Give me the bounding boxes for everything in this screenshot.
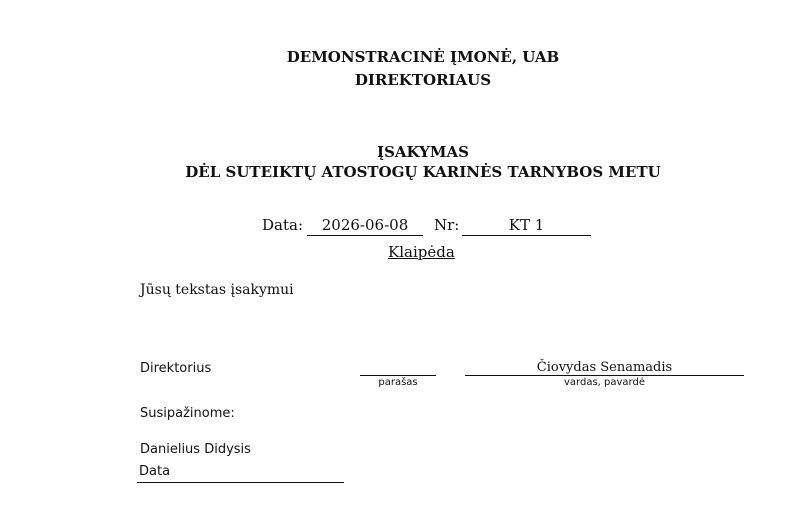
director-name-field[interactable]: Čiovydas Senamadis bbox=[465, 360, 744, 376]
date-label: Data: bbox=[262, 216, 303, 234]
date-field[interactable]: 2026-06-08 bbox=[307, 216, 423, 236]
issuer-role: DIREKTORIAUS bbox=[354, 71, 492, 89]
acknowledging-person-name: Danielius Didysis bbox=[140, 442, 251, 457]
acknowledgement-line[interactable] bbox=[137, 482, 344, 483]
acknowledgement-date-label: Data bbox=[139, 464, 171, 479]
document-title: DĖL SUTEIKTŲ ATOSTOGŲ KARINĖS TARNYBOS METU bbox=[185, 163, 661, 181]
acknowledgement-label: Susipažinome: bbox=[140, 406, 235, 421]
name-caption: vardas, pavardė bbox=[564, 377, 645, 388]
order-body-text[interactable]: Jūsų tekstas įsakymui bbox=[140, 282, 294, 298]
signature-caption: parašas bbox=[378, 377, 418, 388]
number-field[interactable]: KT 1 bbox=[462, 216, 591, 236]
signature-line bbox=[360, 375, 436, 376]
number-label: Nr: bbox=[434, 216, 460, 234]
document-type: ĮSAKYMAS bbox=[377, 143, 469, 161]
city-field[interactable]: Klaipėda bbox=[388, 243, 455, 261]
director-label: Direktorius bbox=[140, 361, 212, 376]
company-name: DEMONSTRACINĖ ĮMONĖ, UAB bbox=[286, 48, 560, 66]
